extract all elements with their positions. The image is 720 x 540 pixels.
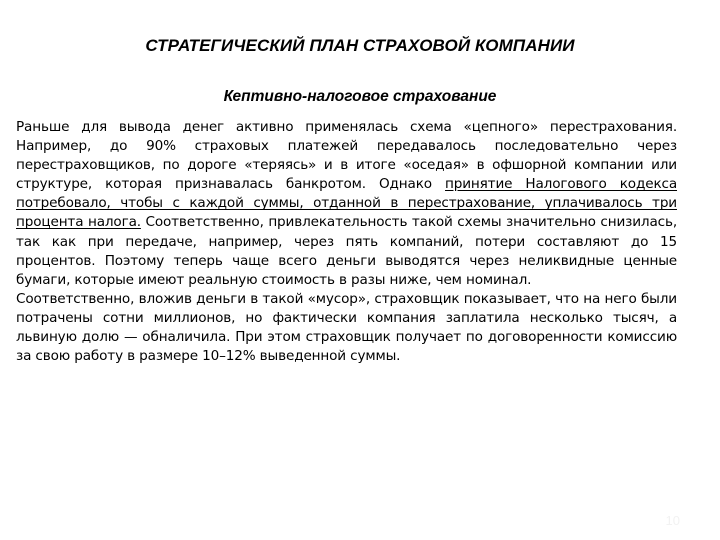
- slide-title: СТРАТЕГИЧЕСКИЙ ПЛАН СТРАХОВОЙ КОМПАНИИ: [145, 36, 575, 55]
- paragraph-1: [16, 118, 677, 290]
- paragraph-1-text-start: Раньше для вывода денег активно применялась схема «цепного» перестрахования. Например, до 90% страховых платежей передавалось последовательно через перестраховщиков, по дороге «теряясь» и в итоге «оседая» в офшорной компании или структуре, которая признавалась банкротом. Однако: [16, 119, 677, 193]
- paragraph-2: Соответственно, вложив деньги в такой «мусор», страховщик показывает, что на него были потрачены сотни миллионов, но фактически компания заплатила несколько тысяч, а львиную долю — обналичила. При этом страховщик получает по договоренности комиссию за свою работу в размере 10–12% выведенной суммы.: [16, 290, 677, 365]
- underlined-tax-code-text: принятие Налогового кодекса потребовало, чтобы с каждой суммы, отданной в перестрахование, уплачивалось три процента налога.: [16, 176, 678, 231]
- slide-subtitle: Кептивно-налоговое страхование: [223, 88, 497, 105]
- body-text: [16, 118, 677, 366]
- page-number: 10: [665, 513, 680, 528]
- paragraph-1-text-end: Соответственно, привлекательность такой схемы значительно снизилась, так как при передаче, например, через пять компаний, потери составляют до 15 процентов. Поэтому теперь чаще всего деньги выводятся через неликвидные ценные бумаги, которые имеют реальную стоимость в разы ниже, чем номинал.: [16, 214, 677, 288]
